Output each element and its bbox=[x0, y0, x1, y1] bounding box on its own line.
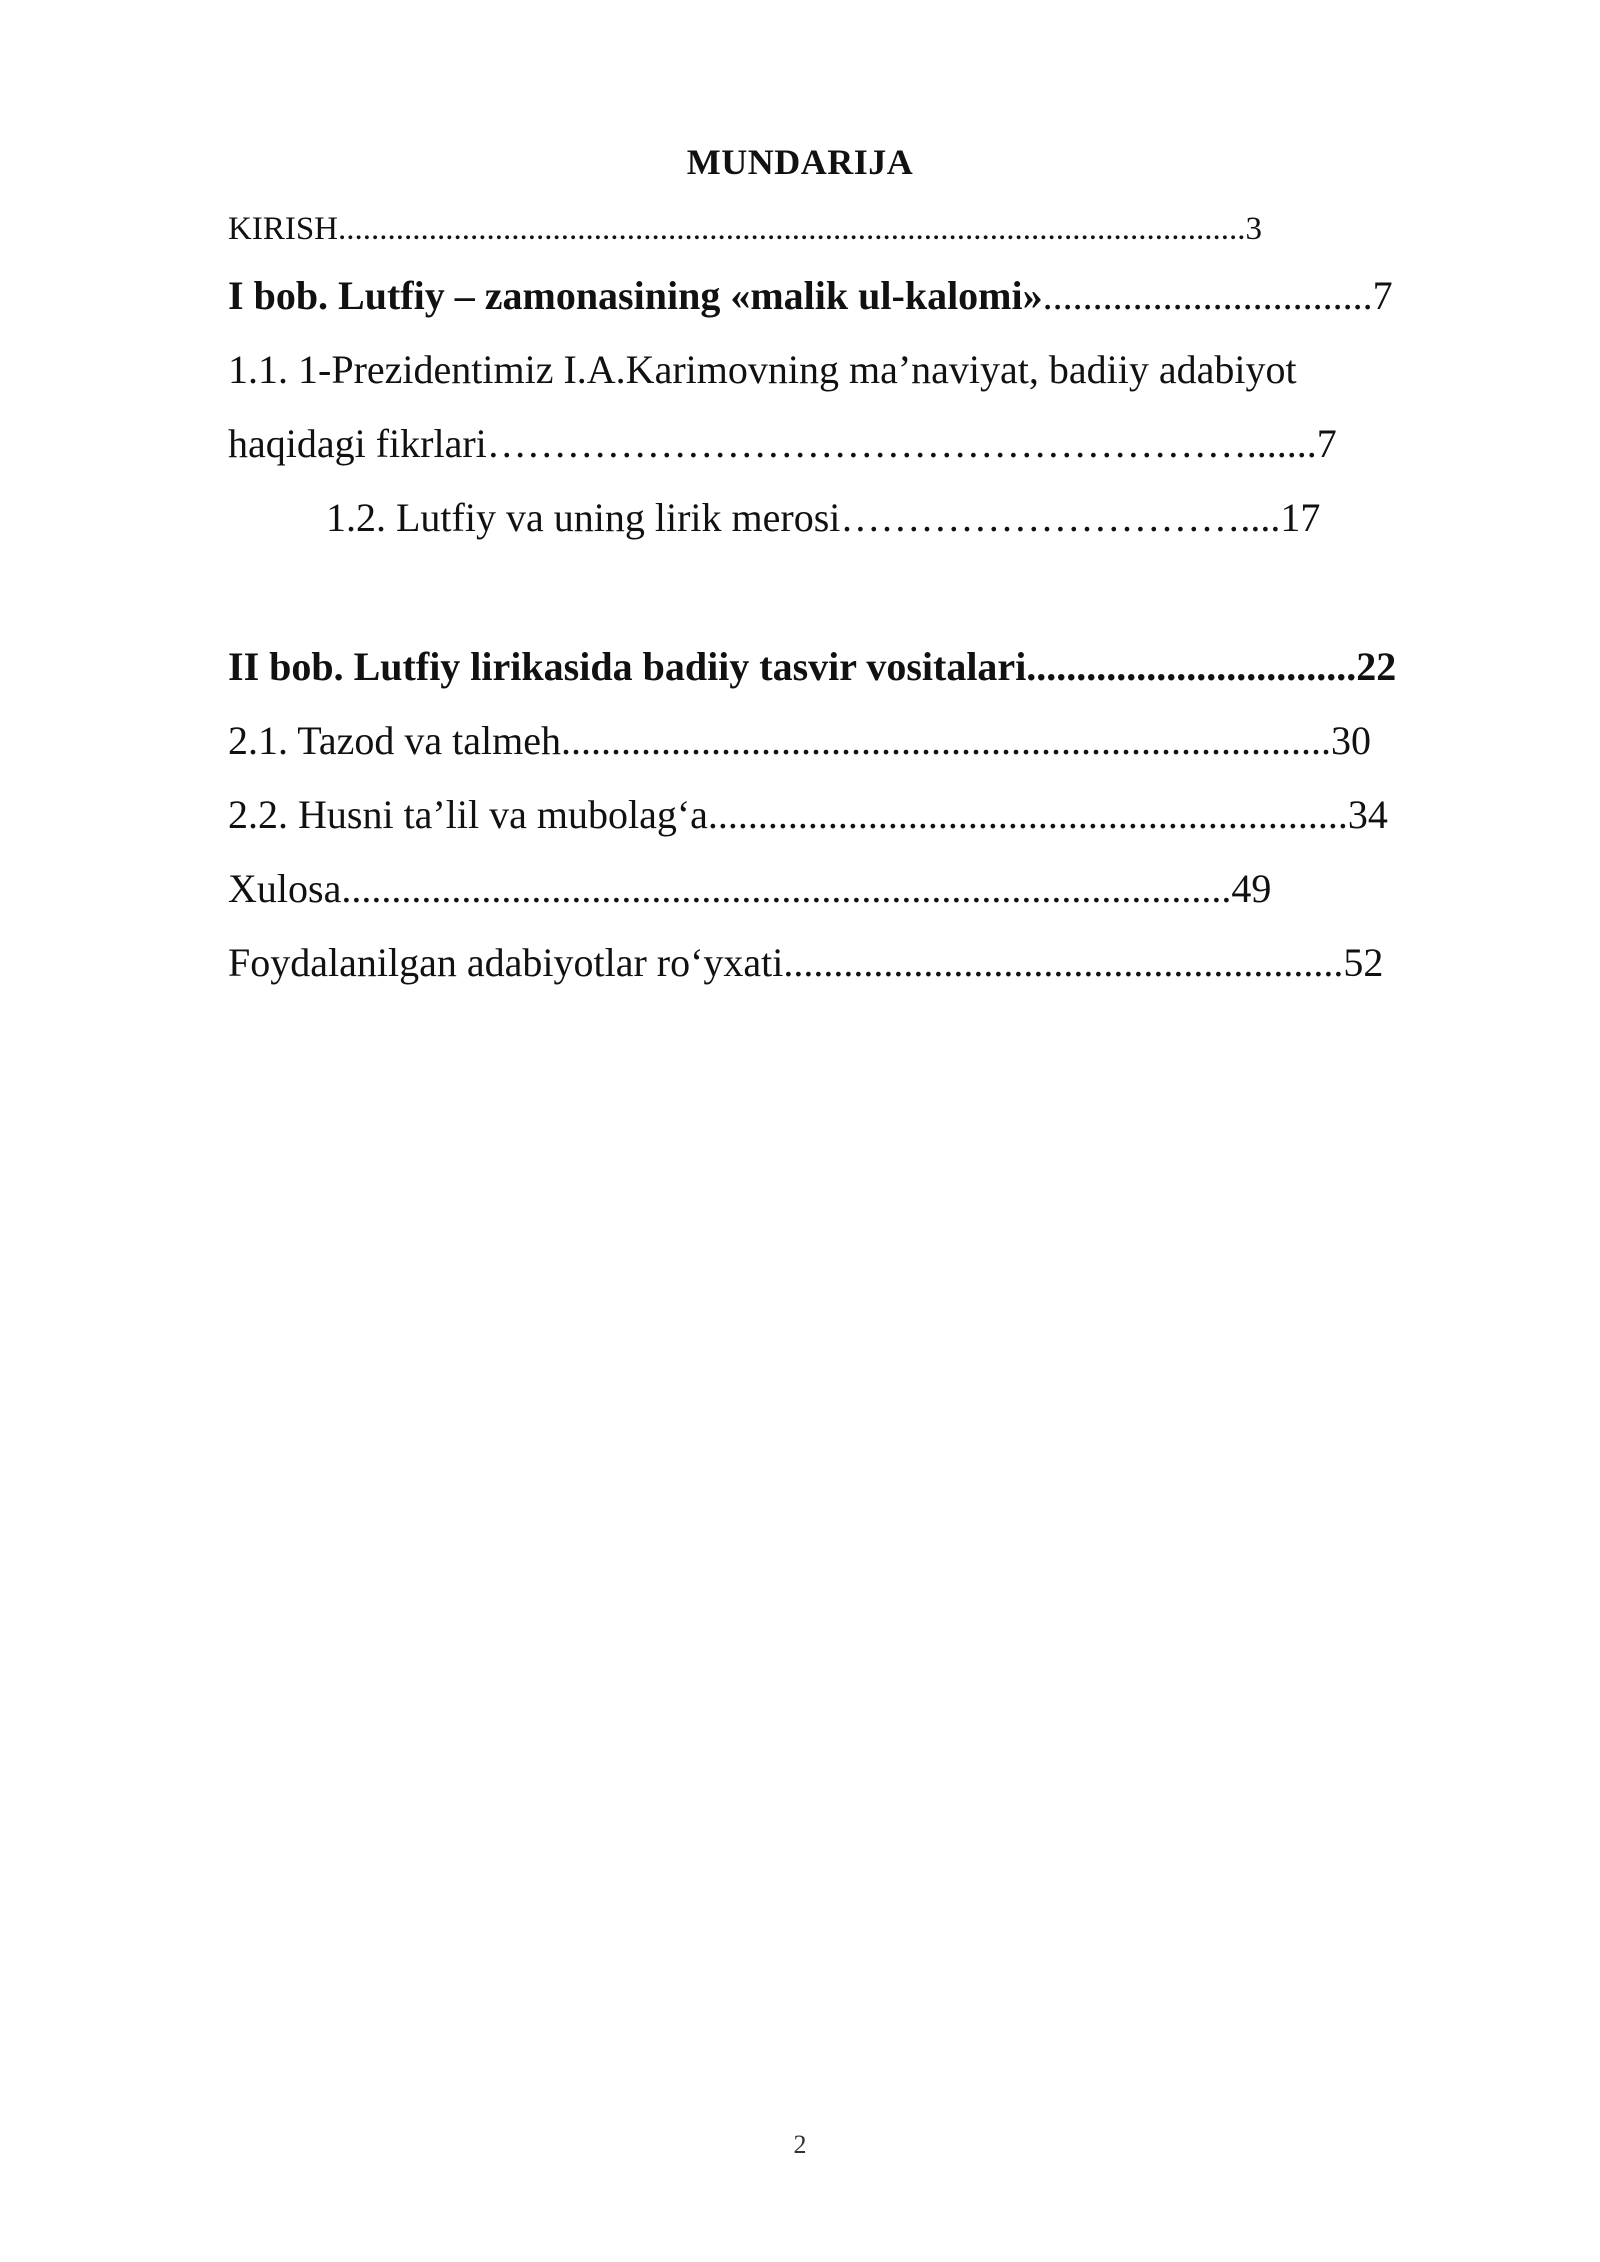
toc-entry-kirish: KIRISH..............................................................................................................3 bbox=[228, 211, 1263, 247]
toc-entry-2-1: 2.1. Tazod va talmeh.............................................................................30 bbox=[228, 718, 1372, 763]
toc-entry-1-1-line1: 1.1. 1-Prezidentimiz I.A.Karimovning ma’naviyat, badiiy adabiyot bbox=[228, 347, 1297, 392]
toc-entry-bob2: II bob. Lutfiy lirikasida badiiy tasvir vositalari.................................22 bbox=[228, 644, 1397, 689]
toc-entry-bob1-title: I bob. Lutfiy – zamonasining «malik ul-kalomi» bbox=[228, 273, 1043, 318]
toc-entry-adabiyotlar: Foydalanilgan adabiyotlar ro‘yxati........................................................52 bbox=[228, 940, 1384, 985]
toc-entry-1-2: 1.2. Lutfiy va uning lirik merosi…………………………....17 bbox=[326, 495, 1321, 540]
toc-entry-2-2: 2.2. Husni ta’lil va mubolag‘a................................................................34 bbox=[228, 792, 1388, 837]
toc-entry-1-1-line2: haqidagi fikrlari………………………………………………….......7 bbox=[228, 421, 1337, 466]
page-number: 2 bbox=[793, 2130, 807, 2159]
toc-entry-xulosa: Xulosa.........................................................................................49 bbox=[228, 866, 1272, 911]
toc-title: MUNDARIJA bbox=[686, 142, 914, 182]
toc-entry-bob1-leader: .................................7 bbox=[1042, 273, 1393, 318]
toc-entry-bob1 bbox=[228, 272, 1393, 320]
